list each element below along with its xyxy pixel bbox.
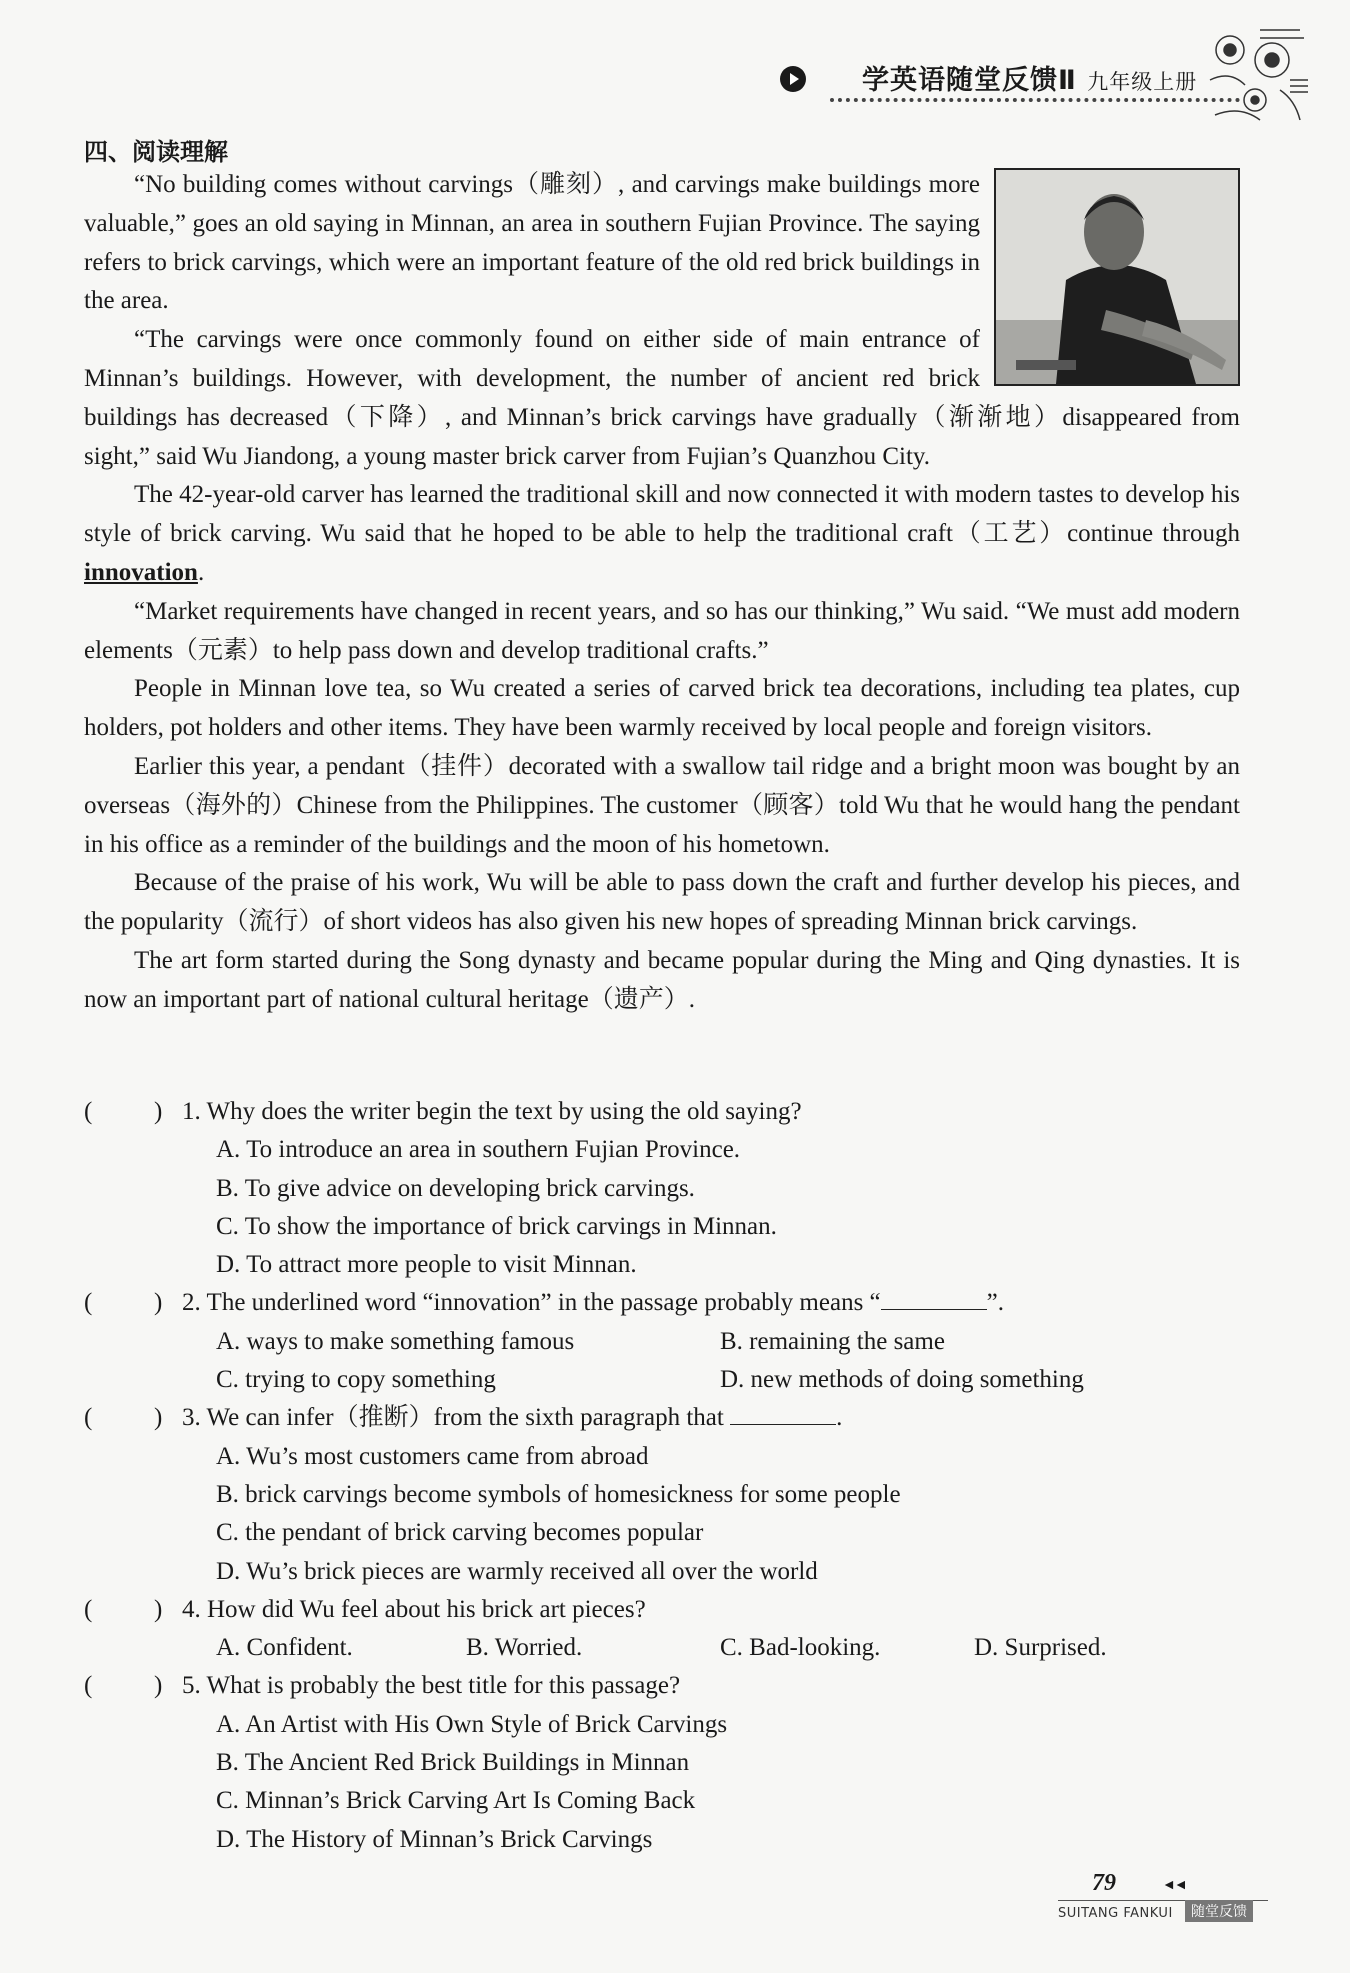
paragraph-3 — [84, 476, 1240, 592]
option-c: C. To show the importance of brick carvings in Minnan. — [216, 1212, 777, 1240]
question-1 — [84, 1093, 1240, 1131]
options-row-1 — [84, 1323, 1240, 1361]
question-text-end: . — [836, 1404, 843, 1432]
page-number: 79 — [1092, 1870, 1116, 1896]
flower-ornament-icon — [1200, 20, 1310, 130]
option-b: B. The Ancient Red Brick Buildings in Minnan — [216, 1749, 690, 1777]
answer-bracket-open: ( — [84, 1595, 93, 1623]
question-list — [84, 1093, 1240, 1859]
book-title-text: 学英语随堂反馈 — [862, 65, 1058, 96]
option-b: B. Worried. — [466, 1634, 583, 1662]
option-a: A. Confident. — [216, 1634, 353, 1662]
option-b: B. brick carvings become symbols of homesickness for some people — [216, 1480, 901, 1508]
footer-brand: SUITANG FANKUI — [1058, 1906, 1173, 1921]
answer-blank — [730, 1402, 836, 1425]
question-text-start: 3. We can infer（推断）from the sixth paragraph that — [182, 1404, 724, 1432]
option-a: A. Wu’s most customers came from abroad — [216, 1442, 649, 1470]
question-3 — [84, 1399, 1240, 1437]
question-text: 5. What is probably the best title for this passage? — [182, 1672, 681, 1700]
paragraph-3-end: . — [197, 558, 205, 586]
footer-tag: 随堂反馈 — [1185, 1900, 1253, 1922]
option-b: B. remaining the same — [720, 1327, 945, 1355]
book-title — [862, 58, 1197, 97]
answer-blank — [881, 1287, 987, 1310]
answer-bracket-open: ( — [84, 1098, 93, 1125]
answer-bracket-close: ) — [154, 1595, 163, 1623]
book-grade: 九年级上册 — [1087, 70, 1198, 94]
answer-bracket-close: ) — [154, 1404, 163, 1432]
option-c: C. trying to copy something — [216, 1366, 496, 1394]
option-d: D. To attract more people to visit Minnan. — [216, 1251, 637, 1279]
paragraph-5: People in Minnan love tea, so Wu created a series of carved brick tea decorations, including tea plates, cup holders, pot holders and other items. They have been warmly received by local people and foreign visitors. — [84, 675, 1240, 742]
question-text: 4. How did Wu feel about his brick art pieces? — [182, 1595, 646, 1623]
question-text — [182, 1399, 842, 1437]
paragraph-8: The art form started during the Song dynasty and became popular during the Ming and Qing dynasties. It is now an important part of national cultural heritage（遗产）. — [84, 946, 1240, 1013]
paragraph-6: Earlier this year, a pendant（挂件）decorated with a swallow tail ridge and a bright moon was bought by an overseas（海外的）Chinese from the Philippines. The customer（顾客）told Wu that he would hang the pendant in his office as a reminder of the buildings and the moon of his hometown. — [84, 752, 1240, 858]
reading-passage — [84, 166, 1240, 1020]
options-row — [84, 1629, 1240, 1667]
section-title: 四、阅读理解 — [84, 138, 228, 166]
header-dotted-rule — [830, 98, 1240, 102]
underlined-word: innovation — [84, 558, 198, 586]
option-c: C. Minnan’s Brick Carving Art Is Coming Back — [216, 1787, 696, 1815]
answer-bracket-close: ) — [154, 1098, 163, 1125]
paragraph-3-text: The 42-year-old carver has learned the traditional skill and now connected it with modern tastes to develop his style of brick carving. Wu said that he hoped to be able to help the traditional craft（工艺）continue through — [84, 481, 1240, 548]
answer-bracket-open: ( — [84, 1672, 93, 1700]
question-text: 1. Why does the writer begin the text by using the old saying? — [182, 1098, 802, 1125]
question-2 — [84, 1284, 1240, 1322]
option-a: A. ways to make something famous — [216, 1327, 575, 1355]
question-5 — [84, 1667, 1240, 1705]
paragraph-4: “Market requirements have changed in recent years, and so has our thinking,” Wu said. “We must add modern elements（元素）to help pass down and develop traditional crafts.” — [84, 597, 1240, 664]
book-volume: Ⅱ — [1058, 65, 1077, 96]
question-text — [182, 1284, 1004, 1322]
answer-bracket-close: ) — [154, 1289, 163, 1317]
answer-bracket-open: ( — [84, 1404, 93, 1432]
question-4 — [84, 1591, 1240, 1629]
question-text-start: 2. The underlined word “innovation” in the passage probably means “ — [182, 1289, 881, 1317]
option-b: B. To give advice on developing brick carvings. — [216, 1174, 695, 1202]
paragraph-2: “The carvings were once commonly found on either side of main entrance of Minnan’s buildings. However, with development, the number of ancient red brick buildings has decreased（下降）, and Minnan’s brick carvings have gradually（渐渐地）disappeared from sight,” said Wu Jiandong, a young master brick carver from Fujian’s Quanzhou City. — [84, 326, 1240, 470]
option-d: D. Surprised. — [974, 1634, 1107, 1662]
question-text-end: ”. — [986, 1289, 1005, 1317]
carver-photo — [994, 168, 1240, 386]
arrows-icon: ◄◄ — [1162, 1878, 1186, 1893]
option-c: C. Bad-looking. — [720, 1634, 881, 1662]
option-d: D. Wu’s brick pieces are warmly received all over the world — [216, 1557, 818, 1585]
option-a: A. To introduce an area in southern Fujian Province. — [216, 1136, 741, 1164]
option-d: D. The History of Minnan’s Brick Carvings — [216, 1825, 653, 1853]
option-d: D. new methods of doing something — [720, 1366, 1084, 1394]
paragraph-7: Because of the praise of his work, Wu will be able to pass down the craft and further develop his pieces, and the popularity（流行）of short videos has also given his new hopes of spreading Minnan brick carvings. — [84, 869, 1240, 936]
option-a: A. An Artist with His Own Style of Brick Carvings — [216, 1710, 728, 1738]
paragraph-1: “No building comes without carvings（雕刻）, and carvings make buildings more valuable,” goes an old saying in Minnan, an area in southern Fujian Province. The saying refers to brick carvings, which were an important feature of the old red brick buildings in the area. — [84, 171, 980, 315]
option-c: C. the pendant of brick carving becomes popular — [216, 1519, 704, 1547]
answer-bracket-open: ( — [84, 1289, 93, 1317]
play-icon — [780, 66, 806, 92]
options-row-2 — [84, 1361, 1240, 1399]
answer-bracket-close: ) — [154, 1672, 163, 1700]
